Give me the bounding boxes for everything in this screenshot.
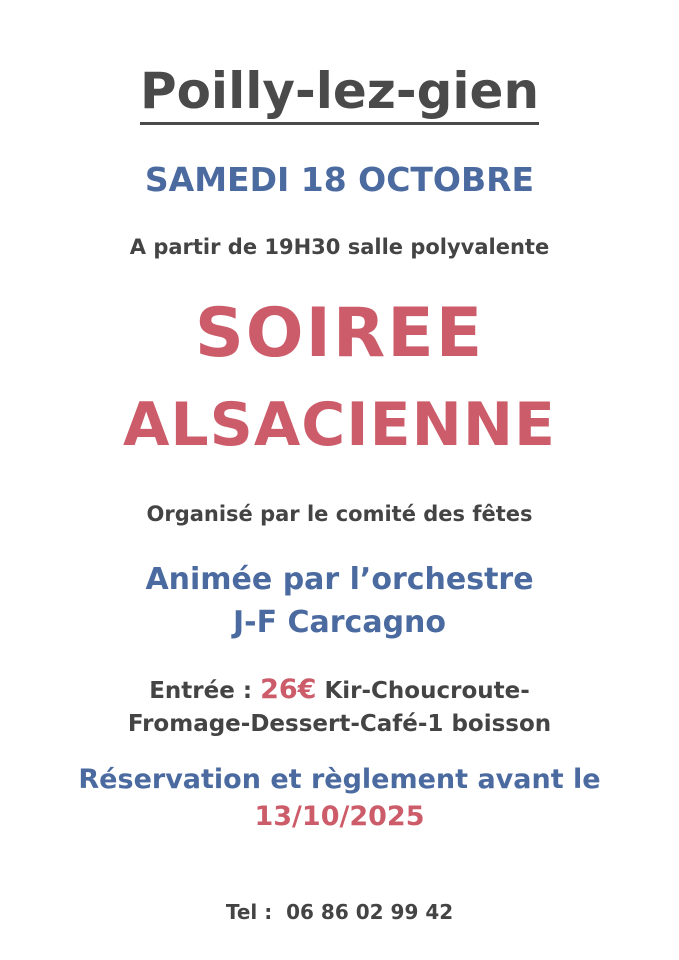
event-title-line2: ALSACIENNE	[122, 390, 557, 460]
reservation-text: Réservation et règlement avant le	[78, 764, 601, 795]
entry-line1	[0, 676, 679, 703]
event-time-place: A partir de 19H30 salle polyvalente	[129, 235, 550, 259]
phone-line	[0, 902, 679, 922]
town-title	[0, 62, 679, 120]
event-title-line1: SOIREE	[194, 294, 485, 373]
menu-line1: Kir-Choucroute-	[324, 678, 530, 704]
animation-line1: Animée par l’orchestre	[145, 562, 534, 597]
entry-label: Entrée :	[149, 678, 253, 704]
organizer-text: Organisé par le comité des fêtes	[146, 502, 533, 526]
phone-label: Tel :	[225, 900, 273, 924]
phone-number: 06 86 02 99 42	[286, 900, 454, 924]
town-name: Poilly-lez-gien	[140, 62, 539, 125]
reservation-deadline: 13/10/2025	[254, 801, 425, 832]
menu-line2: Fromage-Dessert-Café-1 boisson	[127, 711, 552, 737]
animation-band-name: J-F Carcagno	[232, 605, 447, 640]
event-date: SAMEDI 18 OCTOBRE	[144, 160, 535, 199]
entry-price: 26€	[260, 674, 317, 705]
